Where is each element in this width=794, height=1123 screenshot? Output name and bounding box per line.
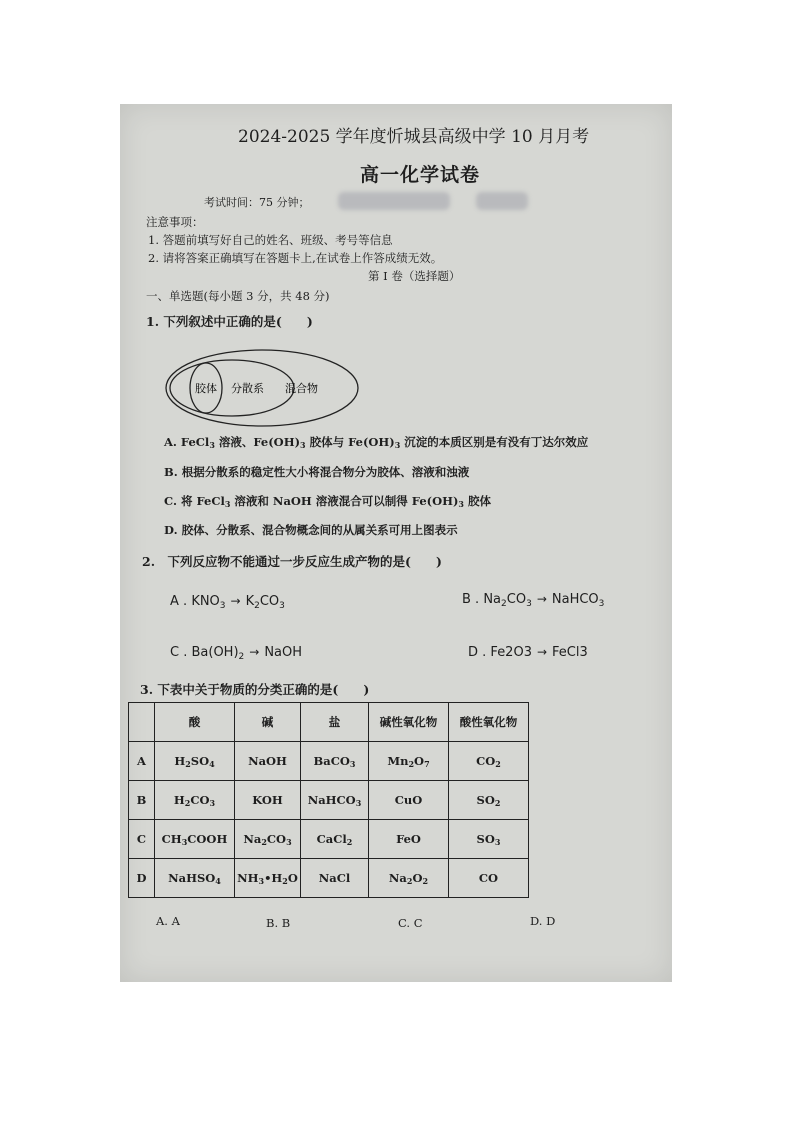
row-label: D (129, 859, 155, 898)
formula-cell: $H_2CO_3$ (155, 781, 235, 820)
formula-cell: NaHCO$_3$ (301, 781, 369, 820)
arrow-icon: → (249, 645, 260, 659)
table-row (129, 742, 529, 781)
formula-cell: CuO (369, 781, 449, 820)
q2-option-a: A . $KNO_3 \to K_2CO_3$ (170, 594, 285, 611)
note-item: 1. 答题前填写好自己的姓名、班级、考号等信息 (148, 233, 393, 247)
classification-table (128, 702, 529, 898)
label-colloid: 胶体 (195, 382, 217, 395)
formula-cell: NaCl (301, 859, 369, 898)
formula-cell: $SO_2$ (449, 781, 529, 820)
q1-option-a: A. FeCl$_3$ 溶液、$Fe(OH)_3$ 胶体与 $Fe(OH)_3$ 沉淀的本质区别是有没有丁达尔效应 (164, 435, 589, 450)
arrow-icon: → (230, 594, 241, 608)
notes-heading: 注意事项： (146, 215, 204, 229)
arrow-icon: → (536, 645, 548, 659)
q3-answer-b: B. B (266, 916, 291, 930)
redacted-field (338, 192, 450, 210)
formula-cell: NaOH (235, 742, 301, 781)
q2-option-b: B . $Na_2CO_3$ → NaHCO$_3$ (462, 592, 605, 609)
section-title: 一、单选题(每小题 3 分，共 48 分) (146, 289, 330, 303)
formula-cell: $Na_2CO_3$ (235, 820, 301, 859)
table-header-cell: 碱性氧化物 (369, 703, 449, 742)
exam-time: 考试时间：75 分钟； (204, 196, 310, 209)
formula-cell: KOH (235, 781, 301, 820)
table-row (129, 820, 529, 859)
table-row (129, 781, 529, 820)
q2-option-c: C . $Ba(OH)_2$ → NaOH (170, 645, 303, 662)
q1-option-c: C. 将 FeCl$_3$ 溶液和 NaOH 溶液混合可以制得 $Fe(OH)_3$ 胶体 (164, 494, 491, 509)
formula-cell: $H_2SO_4$ (155, 742, 235, 781)
q3-answer-a: A. A (156, 914, 180, 928)
q3-answer-d: D. D (530, 914, 556, 928)
q1-option-b: B. 根据分散系的稳定性大小将混合物分为胶体、溶液和浊液 (164, 465, 470, 479)
table-header-cell (129, 703, 155, 742)
exam-title: 2024-2025 学年度忻城县高级中学 10 月月考 (238, 127, 590, 147)
formula-cell: BaCO$_3$ (301, 742, 369, 781)
question-2-stem: 2. 下列反应物不能通过一步反应生成产物的是( ) (142, 554, 442, 569)
venn-diagram (164, 348, 364, 430)
redacted-field (476, 192, 528, 210)
q3-answer-c: C. C (398, 916, 423, 930)
row-label: C (129, 820, 155, 859)
volume-title: 第 I 卷（选择题） (368, 269, 461, 283)
formula-cell: $CH_3COOH$ (155, 820, 235, 859)
formula-cell: FeO (369, 820, 449, 859)
question-3-stem: 3. 下表中关于物质的分类正确的是( ) (140, 682, 370, 697)
note-item: 2. 请将答案正确填写在答题卡上,在试卷上作答成绩无效。 (148, 251, 443, 265)
formula-cell: CaCl$_2$ (301, 820, 369, 859)
table-header-row (129, 703, 529, 742)
arrow-icon: → (536, 592, 547, 606)
q2-option-d: D . Fe2O3 → FeCl3 (468, 645, 588, 660)
row-label: B (129, 781, 155, 820)
formula-cell: $Na_2O_2$ (369, 859, 449, 898)
exam-paper (120, 104, 672, 982)
label-mixture: 混合物 (285, 382, 318, 395)
table-header-cell: 盐 (301, 703, 369, 742)
question-1-stem: 1. 下列叙述中正确的是( ) (146, 314, 313, 329)
formula-cell: $SO_3$ (449, 820, 529, 859)
table-header-cell: 碱 (235, 703, 301, 742)
formula-cell: CO (449, 859, 529, 898)
label-dispersion: 分散系 (231, 382, 264, 395)
formula-cell: $CO_2$ (449, 742, 529, 781)
row-label: A (129, 742, 155, 781)
table-header-cell: 酸 (155, 703, 235, 742)
formula-cell: $Mn_2O_7$ (369, 742, 449, 781)
formula-cell: NaHSO$_4$ (155, 859, 235, 898)
table-header-cell: 酸性氧化物 (449, 703, 529, 742)
formula-cell: $NH_3•H_2O$ (235, 859, 301, 898)
table-row (129, 859, 529, 898)
exam-subtitle: 高一化学试卷 (360, 164, 481, 186)
q1-option-d: D. 胶体、分散系、混合物概念间的从属关系可用上图表示 (164, 523, 458, 537)
